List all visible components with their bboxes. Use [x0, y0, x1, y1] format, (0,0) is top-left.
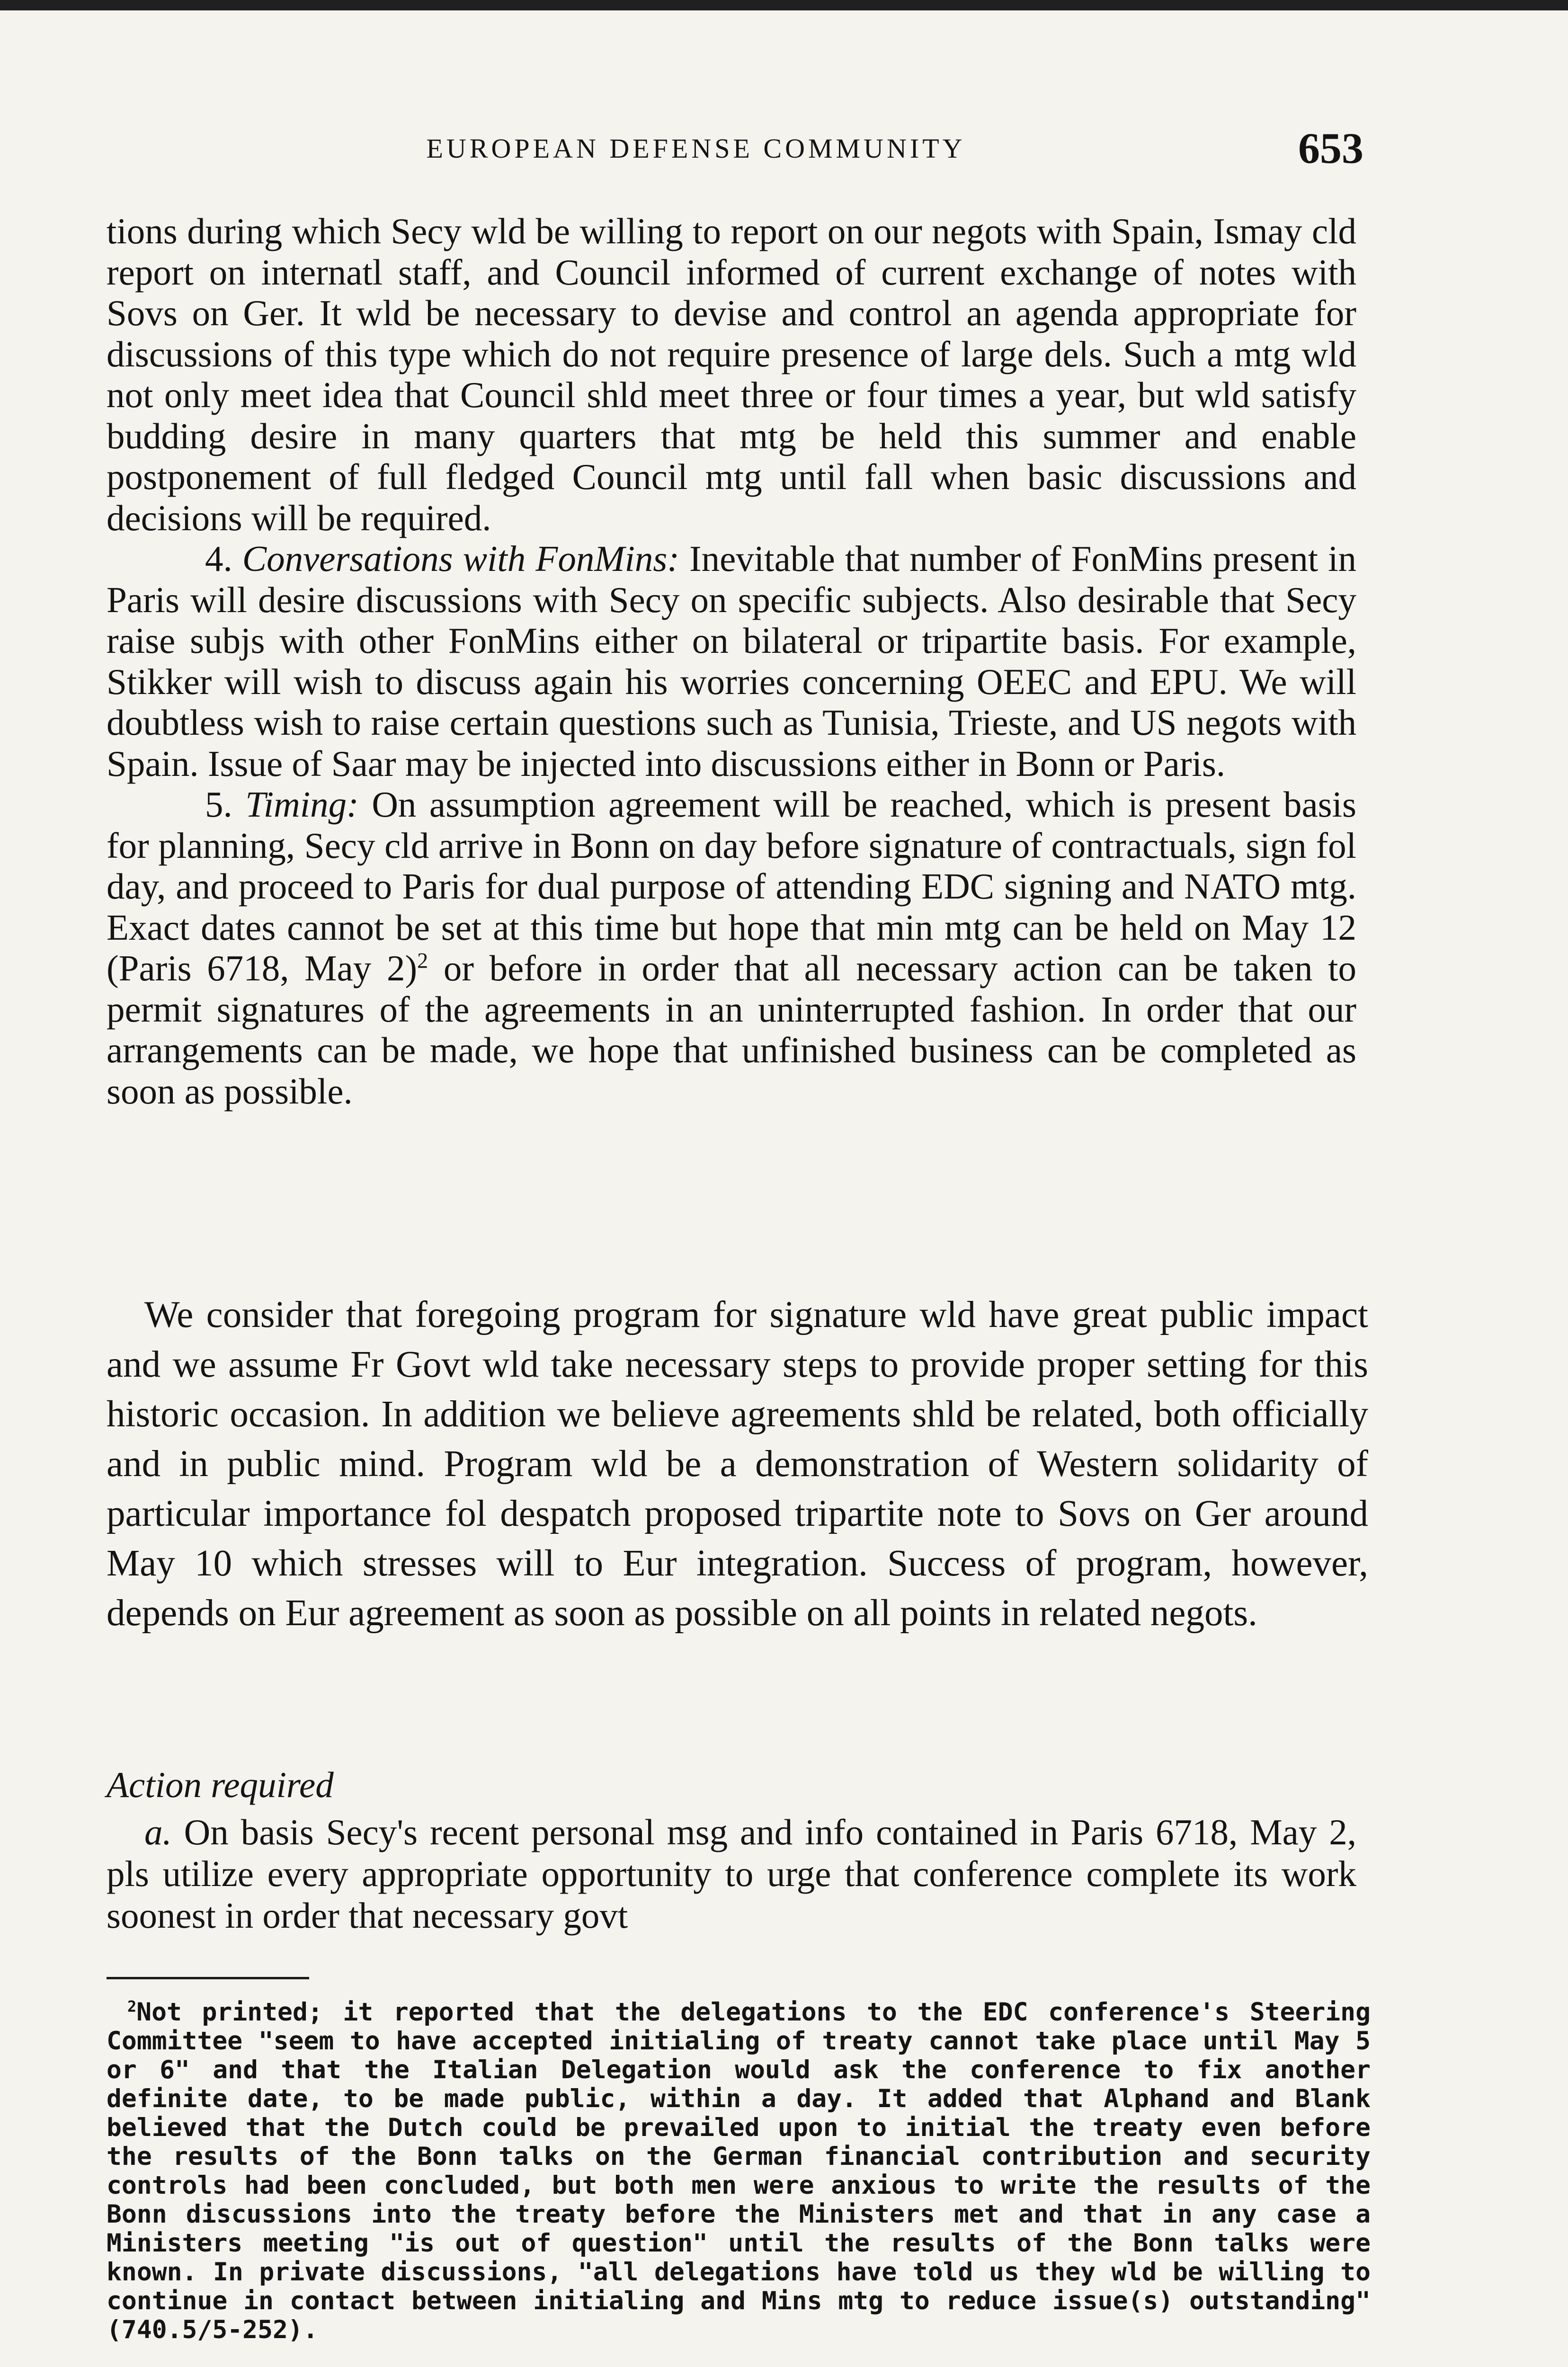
section-heading: Action required: [107, 1764, 334, 1805]
paragraph-number: 4.: [205, 538, 232, 579]
paragraph-number: 5.: [205, 784, 232, 825]
paragraph-program: We consider that foregoing program for signature wld have great public impact and we assume Fr Govt wld take necessary steps to provide proper setting for this historic occasion. In addition we believe agreements shld be related, both officially and in public mind. Program wld be a demonstration of Western solidarity of particular importance fol despatch proposed tripartite note to Sovs on Ger around May 10 which stresses will to Eur integration. Success of program, however, depends on Eur agreement as soon as possible on all points in related negots.: [107, 1294, 1368, 1634]
paragraph-title: Conversations with FonMins:: [242, 538, 679, 579]
running-title: EUROPEAN DEFENSE COMMUNITY: [426, 133, 966, 164]
action-section: [107, 1763, 1356, 1806]
item-letter: a.: [144, 1812, 172, 1852]
footnote-reference: 2: [417, 948, 428, 973]
paragraph-timing: [107, 784, 1356, 1112]
paragraph-title: Timing:: [245, 784, 359, 825]
paragraph-conversations: [107, 538, 1356, 784]
page-number: 653: [1298, 124, 1363, 172]
paragraph-text: On basis Secy's recent personal msg and info contained in Paris 6718, May 2, pls utilize every appropriate opportunity to urge that conference complete its work soonest in order that necessary govt: [107, 1812, 1356, 1936]
footnote-text: $^2$Not printed; it reported that the delegations to the EDC conference's Steering Committee "seem to have accepted initialing of treaty cannot take place until May 5 or 6" and that the Italian Delegation would ask the conference to fix another definite date, to be made public, within a day. It added that Alphand and Blank believed that the Dutch could be prevailed upon to initial the treaty even before the results of the Bonn talks on the German financial contribution and security controls had been concluded, but both men were anxious to write the results of the Bonn discussions into the treaty before the Ministers met and that in any case a Ministers meeting "is out of question" until the results of the Bonn talks were known. In private discussions, "all delegations have told us they wld be willing to continue in contact between initialing and Mins mtg to reduce issue(s) outstanding" (740.5/5-252).: [107, 1998, 1371, 2344]
program-paragraph: [107, 1290, 1368, 1638]
top-edge-bar: [0, 0, 1568, 10]
paragraph-text: On assumption agreement will be reached, which is present basis for planning, Secy cld arrive in Bonn on day before signature of contractuals, sign fol day, and proceed to Paris for dual purpose of attending EDC signing and NATO mtg. Exact dates cannot be set at this time but hope that min mtg can be held on May 12 (Paris 6718, May 2): [107, 784, 1356, 988]
page-header: [114, 118, 1363, 180]
footnote-divider: [107, 1977, 309, 1979]
footnote-marker: 2: [127, 1998, 137, 2016]
main-text: [107, 211, 1356, 1112]
paragraph-action-a: [107, 1811, 1356, 1936]
paragraph-text: or before in order that all necessary action can be taken to permit signatures of the agreements in an uninterrupted fashion. In order that our arrangements can be made, we hope that unfinished business can be completed as soon as possible.: [107, 948, 1356, 1112]
paragraph-continued: tions during which Secy wld be willing to report on our negots with Spain, Ismay cld report on internatl staff, and Council informed of current exchange of notes with Sovs on Ger. It wld be necessary to devise and control an agenda appropriate for discussions of this type which do not require presence of large dels. Such a mtg wld not only meet idea that Council shld meet three or four times a year, but wld satisfy budding desire in many quarters that mtg be held this summer and enable postponement of full fledged Council mtg until fall when basic discussions and decisions will be required.: [107, 211, 1356, 538]
paragraph-text: Inevitable that number of FonMins present in Paris will desire discussions with Secy on specific subjects. Also desirable that Secy raise subjs with other FonMins either on bilateral or tripartite basis. For example, Stikker will wish to discuss again his worries concerning OEEC and EPU. We will doubtless wish to raise certain questions such as Tunisia, Trieste, and US negots with Spain. Issue of Saar may be injected into discussions either in Bonn or Paris.: [107, 538, 1357, 784]
action-text: [107, 1811, 1356, 1936]
footnote: [107, 1998, 1371, 2344]
